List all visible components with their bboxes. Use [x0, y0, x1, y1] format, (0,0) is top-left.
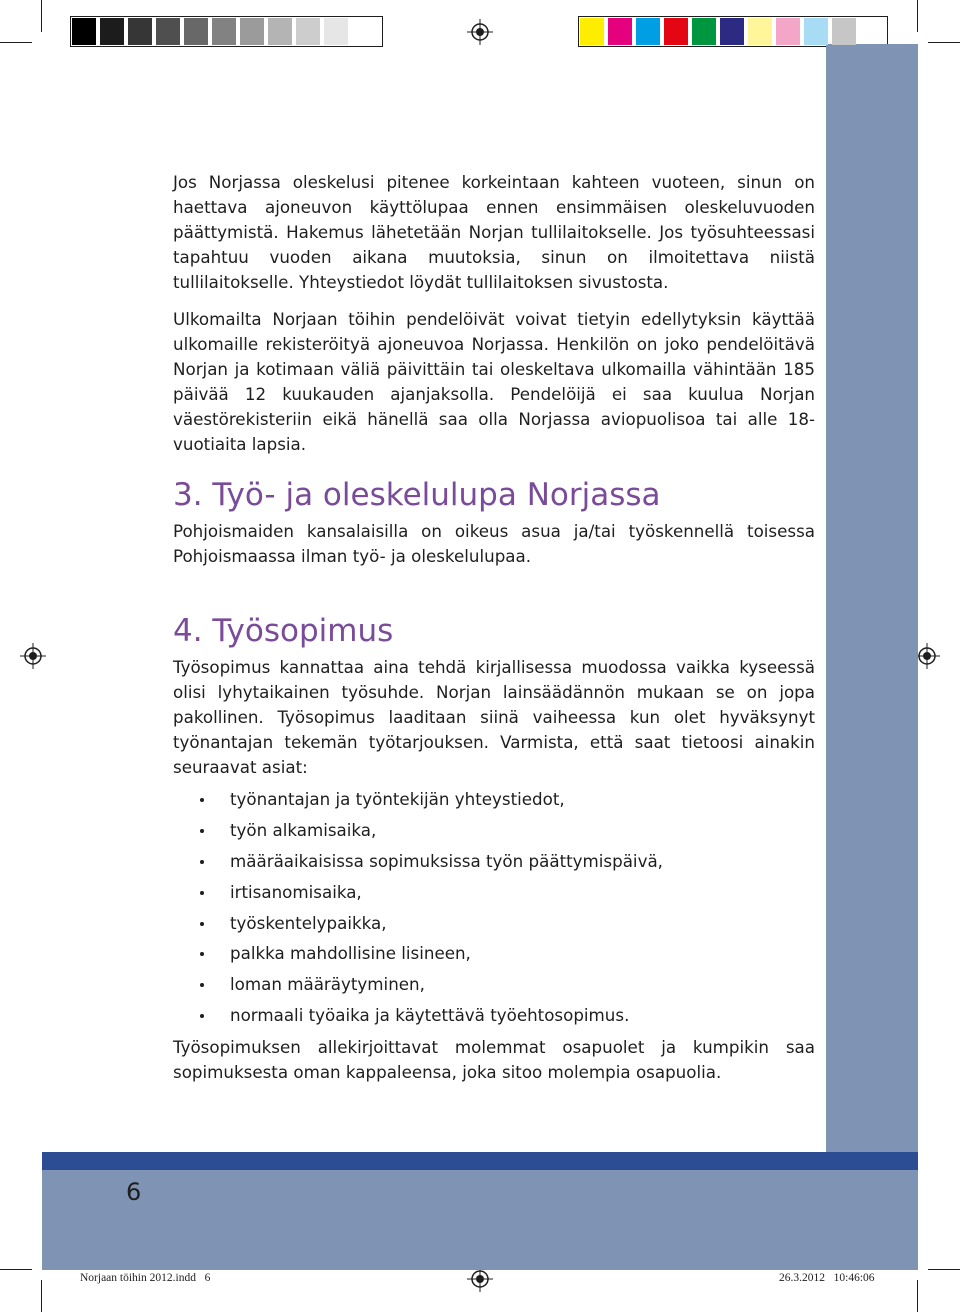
intro-paragraph-2 — [173, 307, 815, 458]
bullet-icon — [200, 952, 204, 956]
crop-mark-bottom-left-v — [41, 1280, 42, 1312]
section-4-paragraph — [173, 655, 815, 780]
paragraph-text: Ulkomailta Norjaan töihin pendelöivät voivat tietyin edellytyksin käyttää ulkomaille rekisteröityä ajoneuvoa Norjassa. Henkilön on joko pendelöitävä Norjan ja kotimaan väliä päivittäin tai oleskeltava ulkomailla vähintään 185 päivää 12 kuukauden ajanjaksolla. Pendelöijä ei saa kuulua Norjan väestörekisteriin eikä hänellä saa olla Norjassa aviopuolisoa tai alle 18-vuotiaita lapsia. — [173, 309, 815, 455]
intro-paragraph-1 — [173, 170, 815, 295]
requirements-list — [200, 787, 800, 1034]
side-color-panel — [826, 44, 918, 1152]
paragraph-text: Työsopimus kannattaa aina tehdä kirjallisessa muodossa vaikka kyseessä olisi lyhytaikainen työsuhde. Norjan lainsäädännön mukaan se on jopa pakollinen. Työsopimus laaditaan siinä vaiheessa kun olet hyväksynyt työnantajan tekemän työtarjouksen. Varmista, että saat tietoosi ainakin seuraavat asiat: — [173, 657, 815, 778]
crop-mark-top-left-h — [0, 42, 32, 43]
color-swatch — [240, 18, 264, 45]
color-swatch — [268, 18, 292, 45]
list-item-text: työnantajan ja työntekijän yhteystiedot, — [230, 789, 565, 809]
color-swatch — [72, 18, 96, 45]
slug-filename: Norjaan töihin 2012.indd 6 — [80, 1272, 211, 1284]
paragraph-text: Pohjoismaiden kansalaisilla on oikeus asua ja/tai työskennellä toisessa Pohjoismaassa ilman työ- ja oleskelulupaa. — [173, 521, 815, 567]
crop-mark-bottom-right-h — [928, 1269, 960, 1270]
bullet-icon — [200, 829, 204, 833]
list-item-text: irtisanomisaika, — [230, 881, 362, 902]
crop-mark-top-right-h — [928, 42, 960, 43]
crop-mark-top-right-v — [917, 0, 918, 32]
color-swatch — [580, 18, 604, 45]
list-item — [200, 849, 800, 880]
bullet-icon — [200, 860, 204, 864]
color-swatch — [296, 18, 320, 45]
color-swatch — [720, 18, 744, 45]
closing-paragraph — [173, 1035, 815, 1085]
section-4-heading: 4. Työsopimus — [173, 613, 394, 649]
footer-panel — [42, 1170, 918, 1270]
list-item — [200, 911, 800, 942]
bullet-icon — [200, 891, 204, 895]
list-item — [200, 787, 800, 818]
color-swatch — [184, 18, 208, 45]
page-number: 6 — [126, 1178, 142, 1206]
color-swatch — [832, 18, 856, 45]
color-swatch — [608, 18, 632, 45]
list-item-text: työskentelypaikka, — [230, 912, 387, 933]
registration-mark-icon — [467, 19, 493, 45]
list-item — [200, 972, 800, 1003]
crop-mark-bottom-right-v — [917, 1280, 918, 1312]
color-swatch — [748, 18, 772, 45]
list-item — [200, 1003, 800, 1034]
list-item — [200, 880, 800, 911]
footer-band — [42, 1152, 918, 1170]
section-3-paragraph — [173, 519, 815, 569]
bullet-icon — [200, 1014, 204, 1018]
color-swatch — [352, 18, 376, 45]
bullet-icon — [200, 922, 204, 926]
list-item-text: normaali työaika ja käytettävä työehtosopimus. — [230, 1005, 630, 1026]
paragraph-text: Työsopimuksen allekirjoittavat molemmat osapuolet ja kumpikin saa sopimuksesta oman kappaleensa, joka sitoo molempia osapuolia. — [173, 1037, 815, 1083]
color-swatch — [636, 18, 660, 45]
list-item-text: loman määräytyminen, — [230, 974, 425, 995]
color-swatch — [324, 18, 348, 45]
color-swatch — [156, 18, 180, 45]
color-swatch — [692, 18, 716, 45]
list-item — [200, 941, 800, 972]
list-item-text: työn alkamisaika, — [230, 819, 377, 840]
color-swatch — [212, 18, 236, 45]
paragraph-text: Jos Norjassa oleskelusi pitenee korkeintaan kahteen vuoteen, sinun on haettava ajoneuvon käyttölupaa ennen ensimmäisen oleskeluvuoden päättymistä. Hakemus lähetetään Norjan tullilaitokselle. Jos työsuhteessasi tapahtuu vuoden aikana muutoksia, sinun on ilmoitettava niistä tullilaitokselle. Yhteystiedot löydät tullilaitoksen sivustosta. — [173, 172, 815, 293]
bullet-icon — [200, 983, 204, 987]
color-swatch — [776, 18, 800, 45]
list-item-text: palkka mahdollisine lisineen, — [230, 943, 471, 964]
registration-mark-icon — [20, 643, 46, 669]
list-item-text: määräaikaisissa sopimuksissa työn päättymispäivä, — [230, 850, 663, 871]
color-swatch — [664, 18, 688, 45]
color-swatch — [128, 18, 152, 45]
section-3-heading: 3. Työ- ja oleskelulupa Norjassa — [173, 477, 661, 513]
bullet-icon — [200, 798, 204, 802]
crop-mark-top-left-v — [41, 0, 42, 32]
list-item — [200, 818, 800, 849]
slug-timestamp: 26.3.2012 10:46:06 — [779, 1272, 875, 1284]
color-swatch — [804, 18, 828, 45]
crop-mark-bottom-left-h — [0, 1269, 32, 1270]
color-swatch — [100, 18, 124, 45]
